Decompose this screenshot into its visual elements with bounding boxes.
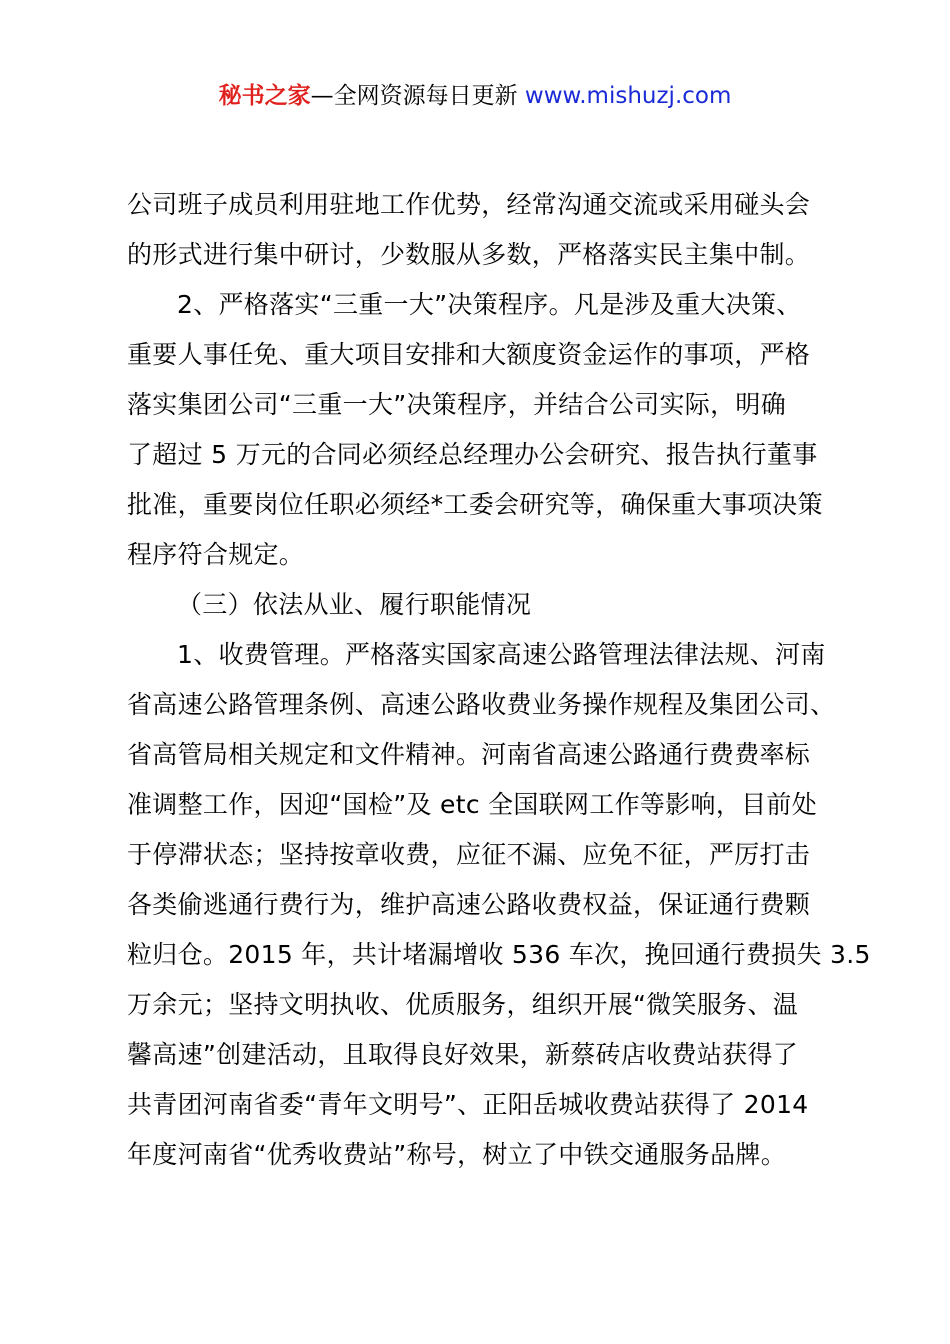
text-line: 于停滞状态；坚持按章收费，应征不漏、应免不征，严厉打击 <box>127 840 811 869</box>
section-heading: （三）依法从业、履行职能情况 <box>177 590 532 619</box>
text-line: 公司班子成员利用驻地工作优势，经常沟通交流或采用碰头会 <box>127 190 811 219</box>
text-line: 万余元；坚持文明执收、优质服务，组织开展“微笑服务、温 <box>127 990 799 1019</box>
text-line: 落实集团公司“三重一大”决策程序，并结合公司实际，明确 <box>127 390 787 419</box>
text-line: 省高管局相关规定和文件精神。河南省高速公路通行费费率标 <box>127 740 811 769</box>
text-line: 1、收费管理。严格落实国家高速公路管理法律法规、河南 <box>177 640 826 669</box>
text-line: 年度河南省“优秀收费站”称号，树立了中铁交通服务品牌。 <box>127 1140 787 1169</box>
text-line: 馨高速”创建活动，且取得良好效果，新蔡砖店收费站获得了 <box>127 1040 799 1069</box>
text-line: 粒归仓。2015 年，共计堵漏增收 536 车次，挽回通行费损失 3.5 <box>127 940 871 969</box>
page-header <box>0 80 950 112</box>
slogan: —全网资源每日更新 <box>310 83 518 109</box>
text-line: 重要人事任免、重大项目安排和大额度资金运作的事项，严格 <box>127 340 811 369</box>
document-body <box>127 180 871 1180</box>
text-line: 省高速公路管理条例、高速公路收费业务操作规程及集团公司、 <box>127 690 836 719</box>
brand-name: 秘书之家 <box>218 83 311 109</box>
text-line: 了超过 5 万元的合同必须经总经理办公会研究、报告执行董事 <box>127 440 818 469</box>
website-link[interactable]: www.mishuzj.com <box>524 83 732 109</box>
text-line: 的形式进行集中研讨，少数服从多数，严格落实民主集中制。 <box>127 240 811 269</box>
text-line: 共青团河南省委“青年文明号”、正阳岳城收费站获得了 2014 <box>127 1090 809 1119</box>
text-line: 批准，重要岗位任职必须经*工委会研究等，确保重大事项决策 <box>127 490 823 519</box>
text-line: 准调整工作，因迎“国检”及 etc 全国联网工作等影响，目前处 <box>127 790 818 819</box>
text-line: 各类偷逃通行费行为，维护高速公路收费权益，保证通行费颗 <box>127 890 811 919</box>
text-line: 程序符合规定。 <box>127 540 305 569</box>
text-line: 2、严格落实“三重一大”决策程序。凡是涉及重大决策、 <box>177 290 802 319</box>
